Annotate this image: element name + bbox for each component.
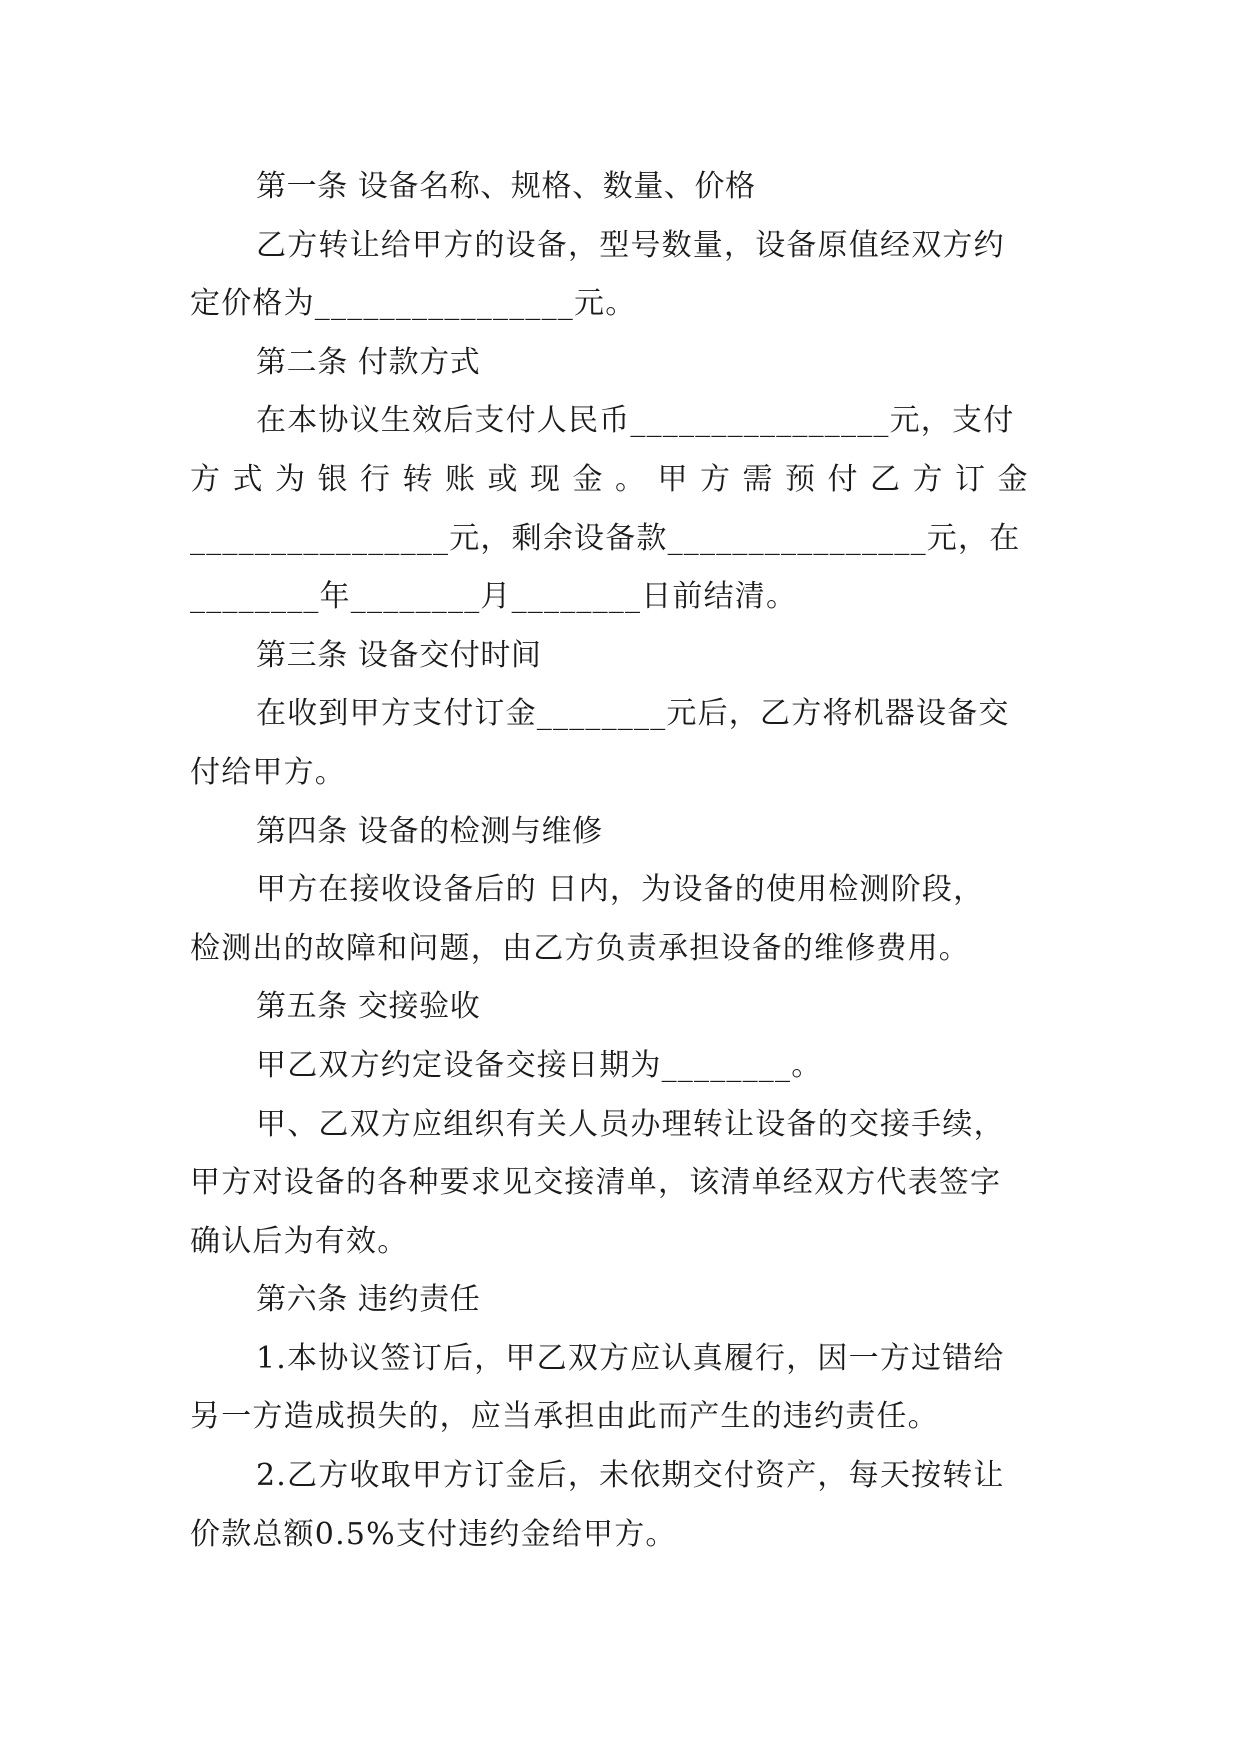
paragraph-line: 甲方对设备的各种要求见交接清单，该清单经双方代表签字 <box>190 1165 1002 1201</box>
paragraph-line: 甲乙双方约定设备交接日期为________。 <box>256 1047 823 1083</box>
paragraph-line: 在收到甲方支付订金________元后，乙方将机器设备交 <box>256 696 1010 732</box>
article-1-heading: 第一条 设备名称、规格、数量、价格 <box>256 169 756 204</box>
paragraph-line: 付给甲方。 <box>190 754 346 790</box>
paragraph-line: 在本协议生效后支付人民币________________元，支付 <box>256 403 1015 439</box>
article-4-heading: 第四条 设备的检测与维修 <box>256 813 603 849</box>
paragraph-line: 检测出的故障和问题，由乙方负责承担设备的维修费用。 <box>190 930 970 966</box>
paragraph-line: 价款总额0.5%支付违约金给甲方。 <box>190 1516 677 1552</box>
paragraph-line: ________年________月________日前结清。 <box>190 579 798 615</box>
article-5-heading: 第五条 交接验收 <box>256 989 481 1025</box>
paragraph-line: ________________元，剩余设备款________________元，在 <box>190 520 1021 556</box>
paragraph-line: 2.乙方收取甲方订金后，未依期交付资产，每天按转让 <box>256 1458 1005 1494</box>
paragraph-line: 另一方造成损失的，应当承担由此而产生的违约责任。 <box>190 1399 939 1435</box>
article-3-heading: 第三条 设备交付时间 <box>256 637 542 673</box>
document-body <box>190 158 1055 1564</box>
paragraph-line: 乙方转让给甲方的设备，型号数量，设备原值经双方约 <box>256 227 1005 263</box>
paragraph-line: 方式为银行转账或现金。甲方需预付乙方订金 <box>190 461 1040 497</box>
paragraph-line: 定价格为________________元。 <box>190 286 637 322</box>
article-2-heading: 第二条 付款方式 <box>256 344 481 380</box>
paragraph-line: 1.本协议签订后，甲乙双方应认真履行，因一方过错给 <box>256 1340 1005 1376</box>
paragraph-line: 甲、乙双方应组织有关人员办理转让设备的交接手续， <box>256 1106 1005 1142</box>
paragraph-line: 确认后为有效。 <box>190 1223 409 1259</box>
article-6-heading: 第六条 违约责任 <box>256 1282 481 1318</box>
paragraph-line: 甲方在接收设备后的 日内，为设备的使用检测阶段， <box>256 872 985 908</box>
